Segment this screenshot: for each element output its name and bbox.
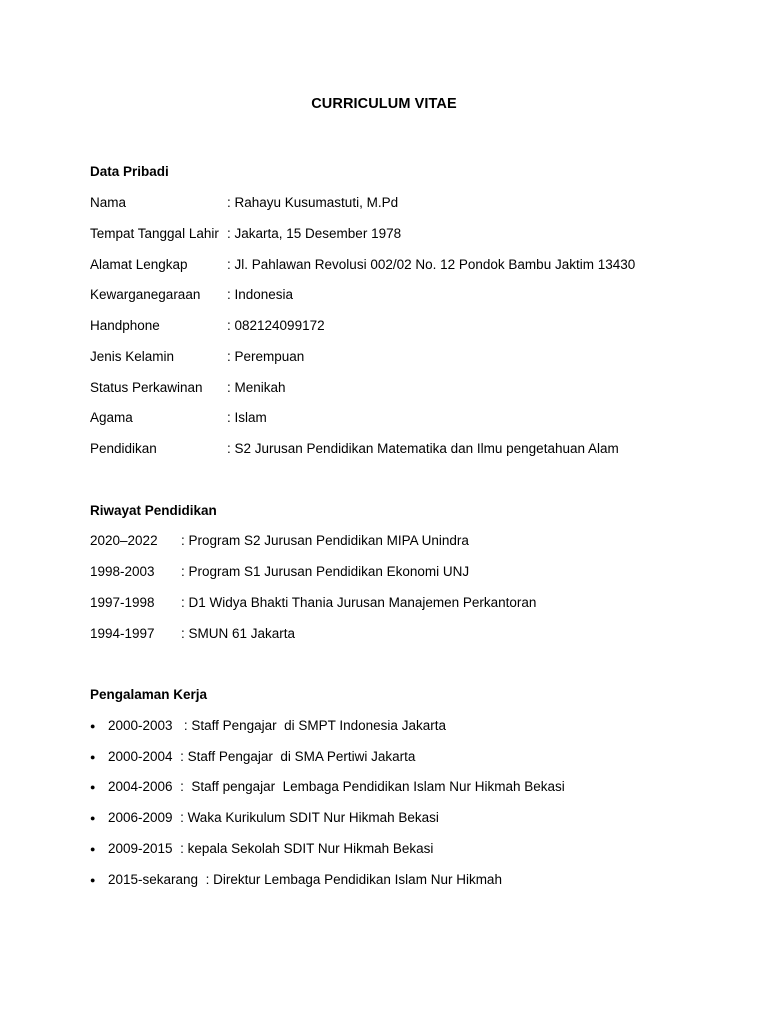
work-value: : Waka Kurikulum SDIT Nur Hikmah Bekasi <box>172 810 439 825</box>
personal-row-birth <box>90 226 401 241</box>
field-value: : Jl. Pahlawan Revolusi 002/02 No. 12 Pondok Bambu Jaktim 13430 <box>227 257 636 272</box>
work-list-item <box>90 749 415 764</box>
field-value: : Menikah <box>227 380 286 395</box>
work-years: 2015-sekarang <box>108 872 199 887</box>
field-label: Jenis Kelamin <box>90 349 175 364</box>
field-label: Handphone <box>90 318 160 333</box>
education-row <box>90 595 536 610</box>
education-years: 2020–2022 <box>90 533 158 548</box>
section-heading-education: Riwayat Pendidikan <box>90 503 217 518</box>
education-value: : D1 Widya Bhakti Thania Jurusan Manajemen Perkantoran <box>181 595 537 610</box>
field-label: Status Perkawinan <box>90 380 203 395</box>
work-years: 2000-2003 <box>108 718 173 733</box>
work-years: 2000-2004 <box>108 749 173 764</box>
education-row <box>90 564 469 579</box>
work-value: : Direktur Lembaga Pendidikan Islam Nur Hikmah <box>198 872 502 887</box>
work-list-item <box>90 718 446 733</box>
bullet-icon: ● <box>90 844 96 854</box>
field-value: : Perempuan <box>227 349 305 364</box>
education-row <box>90 533 469 548</box>
personal-row-education <box>90 441 619 456</box>
personal-row-phone <box>90 318 325 333</box>
education-years: 1997-1998 <box>90 595 155 610</box>
section-heading-personal: Data Pribadi <box>90 164 169 179</box>
field-label: Kewarganegaraan <box>90 287 201 302</box>
personal-row-nama <box>90 195 398 210</box>
work-years: 2004-2006 <box>108 779 173 794</box>
work-value: : Staff Pengajar di SMA Pertiwi Jakarta <box>172 749 416 764</box>
personal-row-address <box>90 257 635 272</box>
field-label: Agama <box>90 410 133 425</box>
bullet-icon: ● <box>90 875 96 885</box>
work-list-item <box>90 779 565 794</box>
bullet-icon: ● <box>90 782 96 792</box>
education-value: : Program S1 Jurusan Pendidikan Ekonomi UNJ <box>181 564 470 579</box>
bullet-icon: ● <box>90 752 96 762</box>
education-value: : SMUN 61 Jakarta <box>181 626 296 641</box>
section-heading-work: Pengalaman Kerja <box>90 687 208 702</box>
field-value: : 082124099172 <box>227 318 325 333</box>
education-years: 1998-2003 <box>90 564 155 579</box>
field-label: Tempat Tanggal Lahir <box>90 226 219 241</box>
personal-row-citizenship <box>90 287 293 302</box>
personal-row-marital <box>90 380 286 395</box>
bullet-icon: ● <box>90 813 96 823</box>
work-list-item <box>90 841 433 856</box>
work-list-item <box>90 872 502 887</box>
work-value: : kepala Sekolah SDIT Nur Hikmah Bekasi <box>172 841 434 856</box>
work-list-item <box>90 810 439 825</box>
work-years: 2009-2015 <box>108 841 173 856</box>
field-value: : Islam <box>227 410 267 425</box>
field-value: : S2 Jurusan Pendidikan Matematika dan Ilmu pengetahuan Alam <box>227 441 619 456</box>
work-value: : Staff Pengajar di SMPT Indonesia Jakarta <box>172 718 446 733</box>
education-row <box>90 626 295 641</box>
work-value: : Staff pengajar Lembaga Pendidikan Islam Nur Hikmah Bekasi <box>172 779 565 794</box>
field-value: : Jakarta, 15 Desember 1978 <box>227 226 402 241</box>
field-label: Pendidikan <box>90 441 157 456</box>
field-label: Alamat Lengkap <box>90 257 188 272</box>
personal-row-gender <box>90 349 304 364</box>
field-value: : Indonesia <box>227 287 294 302</box>
education-years: 1994-1997 <box>90 626 155 641</box>
work-years: 2006-2009 <box>108 810 173 825</box>
education-value: : Program S2 Jurusan Pendidikan MIPA Unindra <box>181 533 469 548</box>
document-title: CURRICULUM VITAE <box>311 96 457 112</box>
personal-row-religion <box>90 410 267 425</box>
bullet-icon: ● <box>90 721 96 731</box>
field-label: Nama <box>90 195 127 210</box>
field-value: : Rahayu Kusumastuti, M.Pd <box>227 195 399 210</box>
